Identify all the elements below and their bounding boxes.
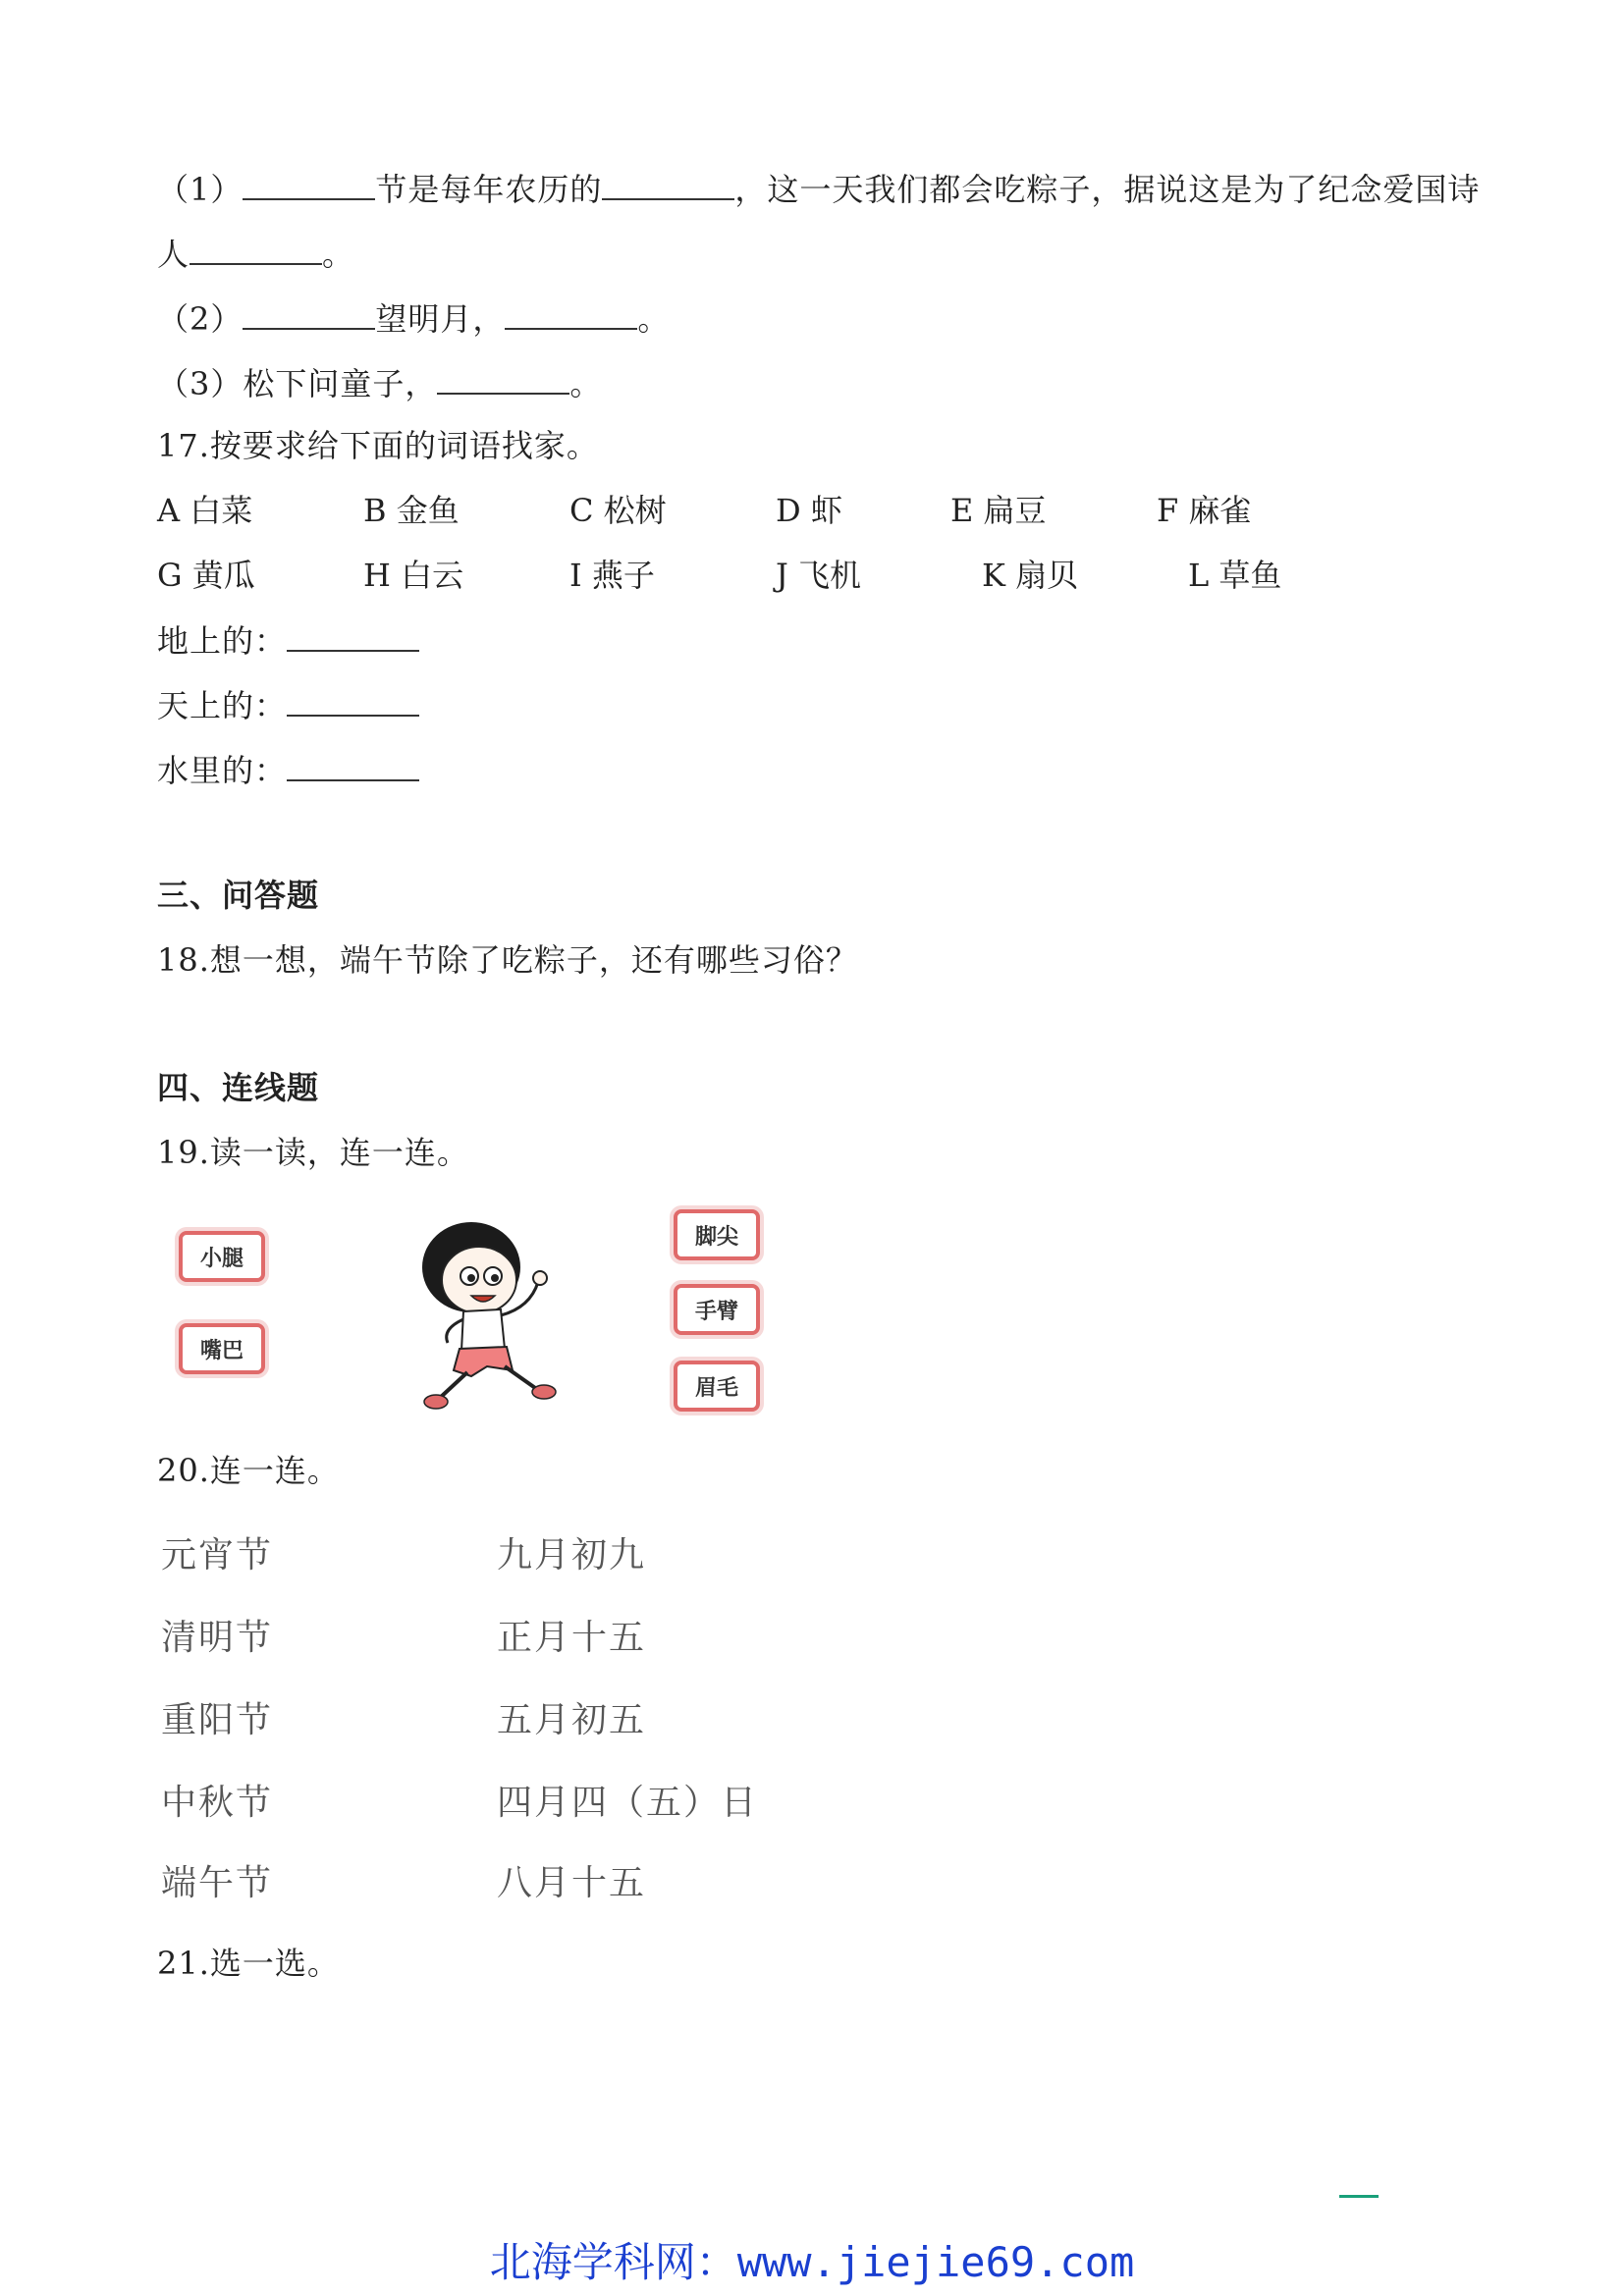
body-part-tag[interactable]: 小腿 [179,1231,265,1282]
q17-title: 17.按要求给下面的词语找家。 [157,427,599,464]
option-item: K 扇贝 [982,557,1079,594]
festival-date[interactable]: 正月十五 [497,1618,647,1658]
festival-name[interactable]: 中秋节 [161,1783,274,1823]
q16-line-1: （1） 节是每年农历的 ，这一天我们都会吃粽子，据说这是为了纪念爱国诗 [157,171,1481,208]
answer-blank[interactable] [505,298,637,330]
q21-text: 21.选一选。 [157,1945,340,1982]
q18-text: 18.想一想，端午节除了吃粽子，还有哪些习俗？ [157,941,858,979]
option-item: F 麻雀 [1157,492,1252,529]
answer-blank[interactable] [287,620,419,652]
festival-date[interactable]: 八月十五 [497,1863,647,1903]
festival-name[interactable]: 元宵节 [161,1535,274,1575]
festival-name[interactable]: 端午节 [161,1863,274,1903]
ground-answer-line: 地上的： [157,620,419,661]
water-answer-line: 水里的： [157,750,419,790]
q16-line-2: （2） 望明月， 。 [157,300,671,338]
q16-line-1b: 人 。 [157,236,355,273]
answer-blank[interactable] [287,685,419,717]
body-part-tag[interactable]: 脚尖 [674,1209,760,1260]
festival-date[interactable]: 四月四（五）日 [497,1783,759,1823]
festival-name[interactable]: 清明节 [161,1618,274,1658]
q19-text: 19.读一读，连一连。 [157,1134,469,1171]
q16-line-3: （3）松下问童子， 。 [157,365,603,402]
page-marker-dash [1339,2195,1379,2198]
q20-text: 20.连一连。 [157,1452,340,1489]
running-boy-illustration [403,1213,579,1419]
body-part-tag[interactable]: 嘴巴 [179,1323,265,1374]
option-item: H 白云 [363,557,464,594]
answer-blank[interactable] [243,298,375,330]
option-item: E 扁豆 [950,492,1047,529]
answer-blank[interactable] [602,169,734,200]
sky-answer-line: 天上的： [157,685,419,725]
option-item: L 草鱼 [1188,557,1282,594]
option-item: G 黄瓜 [157,557,255,594]
festival-date[interactable]: 五月初五 [497,1700,647,1740]
section-3-heading: 三、问答题 [157,877,320,914]
section-4-heading: 四、连线题 [157,1069,320,1106]
festival-date[interactable]: 九月初九 [497,1535,647,1575]
body-part-tag[interactable]: 眉毛 [674,1361,760,1412]
option-item: C 松树 [569,492,667,529]
body-part-tag[interactable]: 手臂 [674,1284,760,1335]
answer-blank[interactable] [437,363,569,395]
festival-name[interactable]: 重阳节 [161,1700,274,1740]
option-item: B 金鱼 [363,492,460,529]
option-item: I 燕子 [569,557,655,594]
answer-blank[interactable] [287,750,419,781]
answer-blank[interactable] [243,169,375,200]
option-item: J 飞机 [776,557,862,594]
answer-blank[interactable] [189,234,322,265]
option-item: A 白菜 [157,492,253,529]
option-item: D 虾 [776,492,842,529]
footer-watermark[interactable]: 北海学科网：www.jiejie69.com [489,2238,1135,2286]
